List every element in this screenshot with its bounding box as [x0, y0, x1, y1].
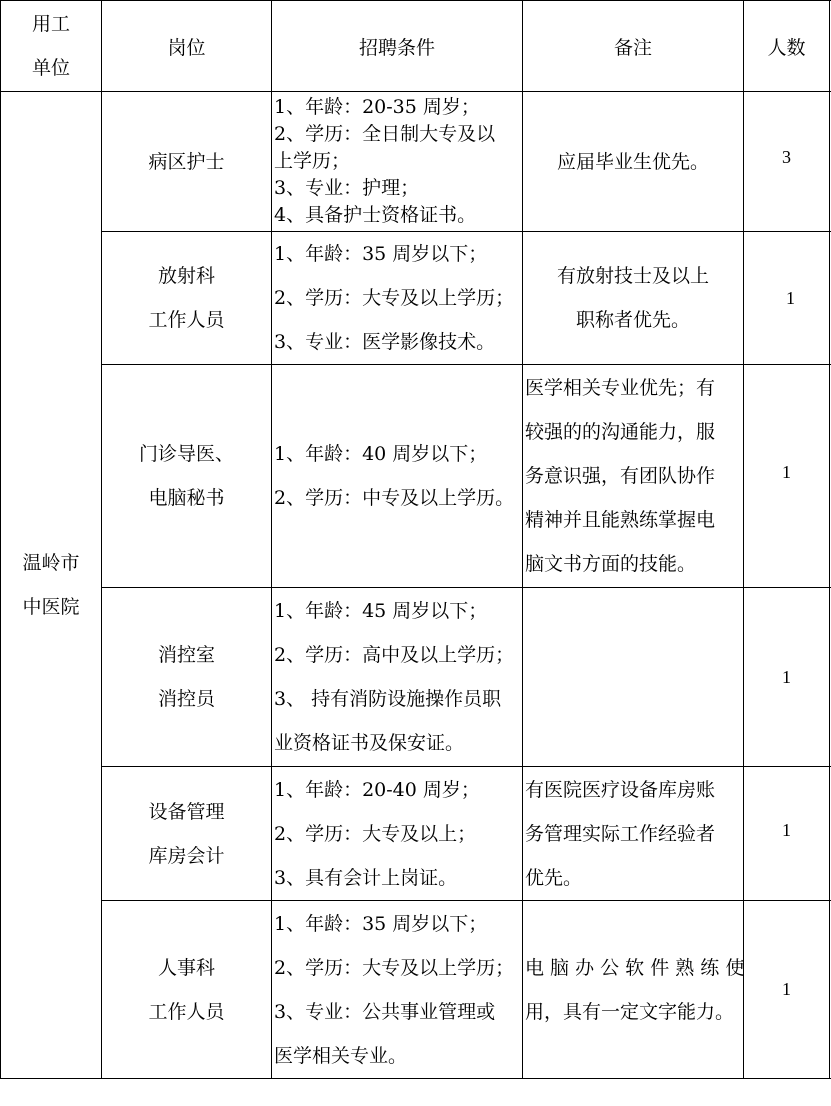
- row-2-req-line: 3、专业：医学影像技术。: [274, 331, 496, 353]
- row-2-notes: [523, 232, 743, 364]
- row-3-count-value: 1: [782, 461, 791, 482]
- header-position: [102, 1, 271, 91]
- row-4-position-line: 消控员: [157, 688, 215, 710]
- row-5-count-value: 1: [782, 820, 791, 840]
- row-6-position: [102, 901, 271, 1078]
- row-1-req-line: 上学历；: [274, 150, 351, 172]
- row-2-req-line: 1、年龄：35 周岁以下；: [274, 243, 488, 265]
- row-5-req-line: 2、学历：大专及以上；: [274, 822, 477, 845]
- row-6-count-value: 1: [782, 979, 791, 999]
- row-2-requirements: [272, 232, 522, 364]
- row-5-requirements: [272, 767, 522, 900]
- row-5-note-line: 有医院医疗设备库房账: [525, 778, 716, 801]
- row-5-position-line: 设备管理: [148, 800, 225, 823]
- row-1-position-line: 病区护士: [148, 150, 225, 173]
- row-1-req-line: 2、学历：全日制大专及以: [274, 123, 496, 145]
- row-6-notes: [523, 901, 743, 1078]
- row-2-count-value: 1: [786, 287, 795, 308]
- row-4-position: [102, 588, 271, 766]
- row-2-position-line: 工作人员: [148, 309, 225, 331]
- row-1-req-line: 3、专业：护理；: [274, 177, 420, 199]
- header-requirements: [272, 1, 522, 91]
- header-notes-label: 备注: [613, 36, 652, 59]
- header-requirements-label: 招聘条件: [358, 36, 435, 59]
- row-6-requirements: [272, 901, 522, 1078]
- row-6-note-line: 电 脑 办 公 软 件 熟 练 使: [525, 956, 745, 979]
- row-1-count: [744, 92, 829, 231]
- row-1-requirements: [272, 92, 522, 231]
- row-5-count: [744, 767, 829, 900]
- row-6-position-line: 工作人员: [148, 1000, 225, 1023]
- row-4-notes: [523, 588, 743, 766]
- row-4-req-line: 3、 持有消防设施操作员职: [274, 688, 502, 710]
- row-4-position-line: 消控室: [157, 644, 215, 666]
- row-4-req-line: 2、学历：高中及以上学历；: [274, 644, 515, 666]
- row-2-req-line: 2、学历：大专及以上学历；: [274, 287, 515, 309]
- row-3-note-line: 较强的的沟通能力，服: [525, 421, 716, 443]
- row-6-req-line: 2、学历：大专及以上学历；: [274, 956, 515, 979]
- row-5-position: [102, 767, 271, 900]
- row-3-req-line: 2、学历：中专及以上学历。: [274, 487, 515, 509]
- row-5-position-line: 库房会计: [148, 844, 225, 867]
- row-2-count: [744, 232, 829, 364]
- employer-line1: 温岭市: [22, 552, 80, 574]
- row-3-count: [744, 365, 829, 587]
- header-notes: [523, 1, 743, 91]
- row-3-note-line: 医学相关专业优先；有: [525, 377, 716, 399]
- row-3-notes: [523, 365, 743, 587]
- rule-bottom: [0, 1078, 831, 1079]
- row-1-req-line: 4、具备护士资格证书。: [274, 204, 477, 226]
- row-1-notes: [523, 92, 743, 231]
- row-4-requirements: [272, 588, 522, 766]
- row-5-note-line: 务管理实际工作经验者: [525, 822, 716, 845]
- header-count-label: 人数: [767, 36, 806, 59]
- row-6-position-line: 人事科: [157, 956, 215, 979]
- row-6-note-line: 用，具有一定文字能力。: [525, 1000, 735, 1023]
- row-6-req-line: 医学相关专业。: [274, 1044, 408, 1067]
- row-3-note-line: 脑文书方面的技能。: [525, 553, 697, 575]
- row-5-req-line: 3、具有会计上岗证。: [274, 866, 458, 889]
- row-6-req-line: 1、年龄：35 周岁以下；: [274, 912, 488, 935]
- row-2-position: [102, 232, 271, 364]
- row-3-position-line: 电脑秘书: [148, 487, 225, 509]
- row-1-position: [102, 92, 271, 231]
- row-1-count-value: 3: [782, 147, 791, 167]
- row-3-position-line: 门诊导医、: [138, 443, 234, 465]
- employer-line2: 中医院: [22, 596, 80, 618]
- row-5-note-line: 优先。: [525, 866, 583, 889]
- row-2-position-line: 放射科: [157, 265, 215, 287]
- row-3-requirements: [272, 365, 522, 587]
- row-4-req-line: 1、年龄：45 周岁以下；: [274, 600, 488, 622]
- row-4-count-value: 1: [782, 666, 791, 687]
- row-3-note-line: 务意识强，有团队协作: [525, 465, 716, 487]
- header-unit: [1, 1, 101, 91]
- row-6-req-line: 3、专业：公共事业管理或: [274, 1000, 496, 1023]
- row-3-note-line: 精神并且能熟练掌握电: [525, 509, 716, 531]
- header-unit-line1: 用工: [31, 13, 70, 35]
- row-1-req-line: 1、年龄：20-35 周岁；: [274, 96, 480, 118]
- row-2-note-line: 职称者优先。: [575, 309, 690, 331]
- row-4-req-line: 业资格证书及保安证。: [274, 732, 465, 754]
- row-3-position: [102, 365, 271, 587]
- row-5-notes: [523, 767, 743, 900]
- employer-cell: [1, 92, 101, 1078]
- row-6-count: [744, 901, 829, 1078]
- rule-right: [829, 0, 830, 1079]
- header-unit-line2: 单位: [31, 57, 70, 79]
- header-count: [744, 1, 829, 91]
- row-5-req-line: 1、年龄：20-40 周岁；: [274, 778, 480, 801]
- row-1-note-line: 应届毕业生优先。: [556, 150, 709, 173]
- row-2-note-line: 有放射技士及以上: [556, 265, 709, 287]
- row-3-req-line: 1、年龄：40 周岁以下；: [274, 443, 488, 465]
- header-position-label: 岗位: [167, 36, 206, 59]
- row-4-count: [744, 588, 829, 766]
